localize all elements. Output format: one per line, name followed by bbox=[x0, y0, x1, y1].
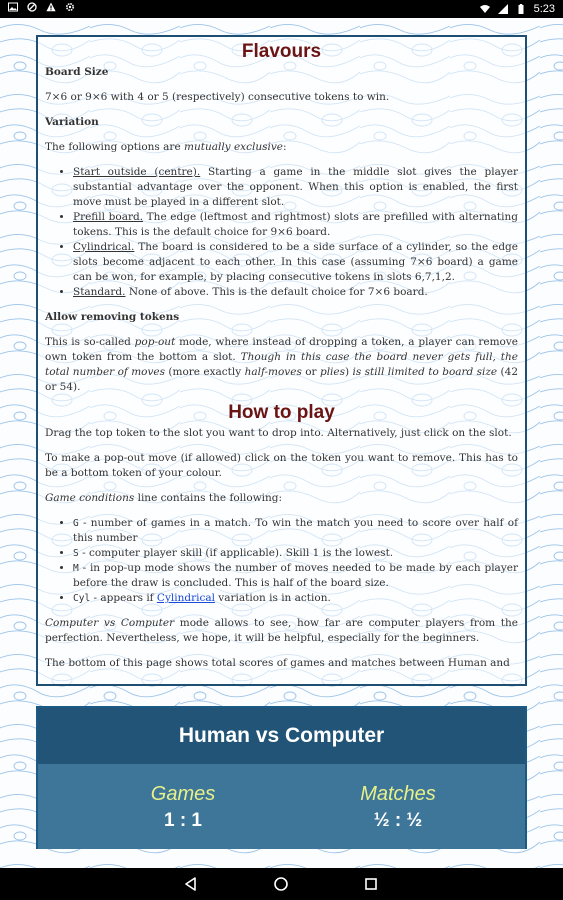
battery-icon bbox=[516, 4, 526, 14]
variation-list bbox=[45, 165, 518, 300]
variation-heading: Variation bbox=[45, 116, 99, 128]
score-panel bbox=[36, 706, 527, 849]
how-drag-text: Drag the top token to the slot you want to drop into. Alternatively, just click on the slot. bbox=[45, 427, 512, 439]
matches-value: ½ : ½ bbox=[373, 810, 423, 831]
board-size-text: 7×6 or 9×6 with 4 or 5 (respectively) consecutive tokens to win. bbox=[45, 91, 390, 103]
condition-item: • M - in pop-up mode shows the number of moves needed to be made by each player before the draw is concluded. This is half of the board size. bbox=[73, 561, 518, 591]
allow-removing-heading: Allow removing tokens bbox=[45, 311, 180, 323]
block-icon bbox=[27, 2, 37, 12]
image-icon bbox=[8, 2, 18, 12]
cylindrical-link[interactable]: Cylindrical bbox=[156, 592, 215, 604]
status-time: 5:23 bbox=[533, 3, 555, 15]
conditions-list bbox=[45, 516, 518, 606]
help-content bbox=[38, 37, 525, 671]
home-icon[interactable] bbox=[273, 876, 289, 892]
popout-text: This is so-called pop-out mode, where instead of dropping a token, a player can remove own token from the bottom a slot. Though in this case the board never gets full, the total number of moves (more exactly half-moves or plies) is still limited to board size (42 or 54). bbox=[45, 336, 519, 393]
variation-intro: The following options are mutually exclusive: bbox=[45, 141, 287, 153]
score-panel-title: Human vs Computer bbox=[38, 708, 525, 764]
matches-score bbox=[298, 782, 498, 834]
variation-item: • Prefill board. The edge (leftmost and rightmost) slots are prefilled with alternating tokens. This is the default choice for 9×6 board. bbox=[73, 210, 518, 240]
wifi-icon bbox=[480, 4, 490, 14]
how-popout-text: To make a pop-out move (if allowed) click on the token you want to remove. This has to be a bottom token of your colour. bbox=[45, 452, 518, 479]
variation-item: • Cylindrical. The board is considered to be a side surface of a cylinder, so the edge slots become adjacent to each other. In this case (assuming 7×6 board) a game can be won, for example, by placing consecutive tokens in slots 6,7,1,2. bbox=[73, 240, 518, 285]
navigation-bar bbox=[0, 868, 563, 900]
recents-icon[interactable] bbox=[363, 876, 379, 892]
games-value: 1 : 1 bbox=[163, 810, 203, 831]
score-panel-body bbox=[38, 764, 525, 849]
warning-icon bbox=[46, 2, 56, 12]
help-card[interactable] bbox=[36, 35, 527, 686]
status-bar bbox=[0, 0, 563, 18]
variation-item: • Start outside (centre). Starting a game in the middle slot gives the player substantial advantage over the opponent. When this option is enabled, the first move must be played in a different slot. bbox=[73, 165, 518, 210]
games-score bbox=[83, 782, 283, 834]
condition-item: • Cyl - appears if Cylindrical variation is in action. bbox=[73, 591, 518, 606]
games-label: Games bbox=[150, 783, 216, 805]
variation-item: • Standard. None of above. This is the default choice for 7×6 board. bbox=[73, 285, 518, 300]
game-conditions-intro: Game conditions line contains the following: bbox=[45, 492, 283, 504]
flavours-title: Flavours bbox=[241, 41, 322, 62]
condition-item: • G - number of games in a match. To win the match you need to score over half of this number bbox=[73, 516, 518, 546]
condition-item: • S - computer player skill (if applicable). Skill 1 is the lowest. bbox=[73, 546, 518, 561]
cvc-text: Computer vs Computer mode allows to see, how far are computer players from the perfection. Nevertheless, we hope, it will be helpful, especially for the beginners. bbox=[45, 617, 518, 644]
back-icon[interactable] bbox=[183, 876, 199, 892]
signal-icon bbox=[498, 4, 508, 14]
board-size-heading: Board Size bbox=[45, 66, 109, 78]
bottom-text: The bottom of this page shows total scores of games and matches between Human and bbox=[45, 657, 510, 669]
how-to-play-title: How to play bbox=[228, 402, 335, 423]
matches-label: Matches bbox=[360, 783, 436, 805]
settings-icon bbox=[65, 2, 75, 12]
